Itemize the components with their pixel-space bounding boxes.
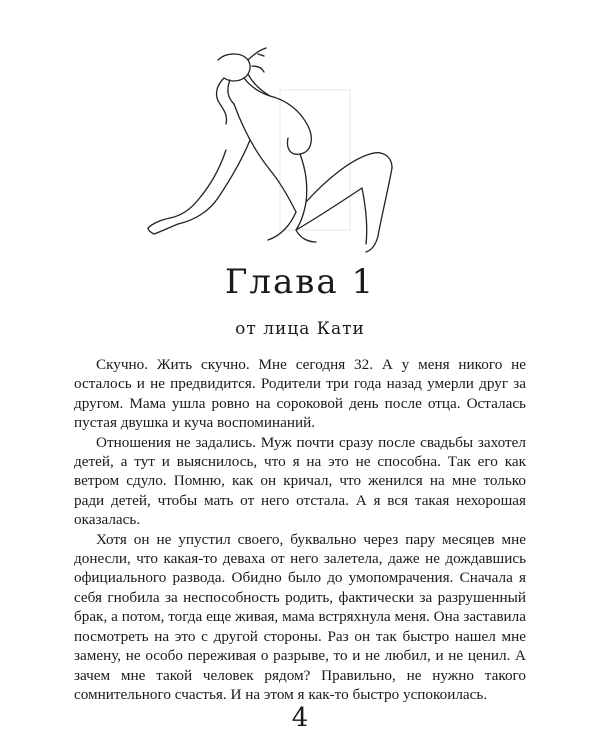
line-art-woman-icon	[130, 30, 430, 265]
chapter-title: Глава 1	[224, 262, 376, 302]
paragraph: Скучно. Жить скучно. Мне сегодня 32. А у меня никого не осталось и не предвидится. Родители три года назад умерли друг за другом. Мама ушла ровно на сороковой день после отца. Осталась пустая двушка и куча воспоминаний.	[74, 356, 526, 432]
chapter-body	[74, 355, 526, 704]
paragraph: Хотя он не упустил своего, буквально через пару месяцев мне донесли, что какая-то деваха от него залетела, даже не дождавшись официального развода. Обидно было до умопомрачения. Сначала я себя гнобила за неспособность родить, фактически за разрушенный брак, а потом, тогда еще живая, мама встряхнула меня. Она заставила посмотреть на это с другой стороны. Раз он так быстро нашел мне замену, не особо переживая о разрыве, то и не любил, и не ценил. А зачем мне такой человек рядом? Правильно, не нужно такого сомнительного счастья. И на этом я как-то быстро успокоилась.	[74, 530, 526, 703]
chapter-subtitle: от лица Кати	[235, 319, 365, 339]
paragraph: Отношения не задались. Муж почти сразу после свадьбы захотел детей, а тут и выяснилось, что я на это не способна. Так его как ветром сдуло. Помню, как он кричал, что женился на мне только ради детей, чтобы мать от него отстала. А я вся такая нехорошая оказалась.	[74, 433, 526, 529]
page-number: 4	[291, 703, 309, 733]
